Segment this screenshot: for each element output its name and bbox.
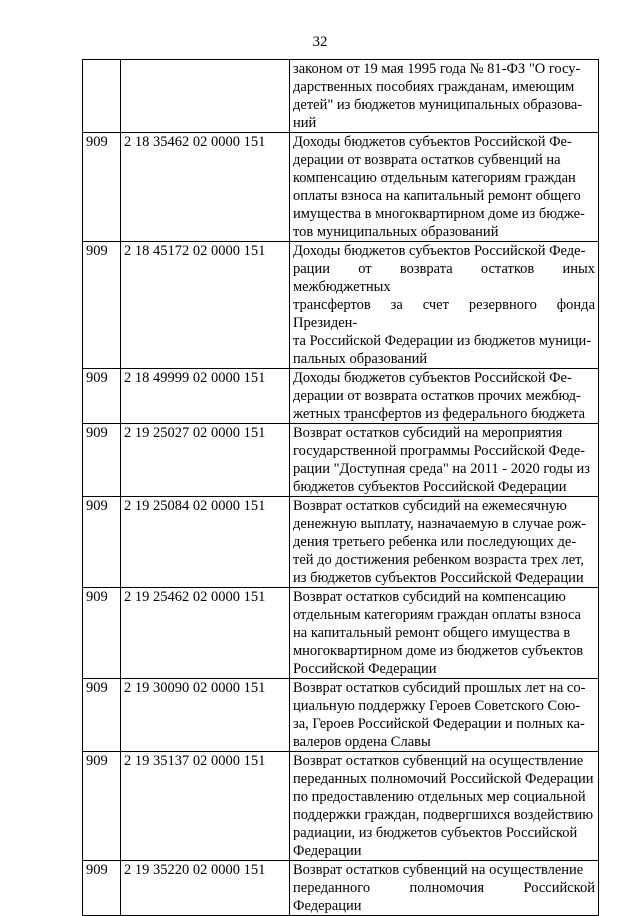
description-line: переданного полномочия Российской Федерации xyxy=(293,880,595,914)
admin-code-cell: 909 xyxy=(83,497,121,588)
description-line: Доходы бюджетов субъектов Российской Фе- xyxy=(293,134,572,150)
description-line: компенсацию отдельным категориям граждан xyxy=(293,170,576,186)
description-line: Возврат остатков субвенций на осуществление xyxy=(293,862,584,878)
table-row xyxy=(83,752,599,861)
description-line: Возврат остатков субсидий на мероприятия xyxy=(293,425,563,441)
description-line: Доходы бюджетов субъектов Российской Феде- xyxy=(293,243,586,259)
description-line: та Российской Федерации из бюджетов муници- xyxy=(293,333,592,349)
budget-code-cell: 2 19 25462 02 0000 151 xyxy=(121,588,290,679)
admin-code-cell: 909 xyxy=(83,133,121,242)
table-row xyxy=(83,497,599,588)
description-line: переданных полномочий Российской Федерации xyxy=(293,771,594,787)
description-line: Доходы бюджетов субъектов Российской Фе- xyxy=(293,370,572,386)
table-row xyxy=(83,588,599,679)
table-row xyxy=(83,679,599,752)
description-line: циальную поддержку Героев Советского Сою- xyxy=(293,698,581,714)
description-line: поддержки граждан, подвергшихся воздействию xyxy=(293,807,594,823)
table-body xyxy=(83,60,599,916)
admin-code-cell xyxy=(83,60,121,133)
admin-code-cell: 909 xyxy=(83,369,121,424)
description-line: ний xyxy=(293,115,317,131)
page-number: 32 xyxy=(312,34,328,50)
description-cell xyxy=(290,60,599,133)
admin-code-cell: 909 xyxy=(83,861,121,916)
description-line: рации от возврата остатков иных межбюджетных xyxy=(293,261,595,295)
description-line: дарственных пособиях гражданам, имеющим xyxy=(293,79,575,95)
table-row xyxy=(83,861,599,916)
admin-code-cell: 909 xyxy=(83,752,121,861)
description-line: детей" из бюджетов муниципальных образова- xyxy=(293,97,583,113)
table-row xyxy=(83,60,599,133)
budget-code-cell: 2 19 25084 02 0000 151 xyxy=(121,497,290,588)
budget-code-cell: 2 19 35220 02 0000 151 xyxy=(121,861,290,916)
budget-code-cell: 2 19 35137 02 0000 151 xyxy=(121,752,290,861)
admin-code-cell: 909 xyxy=(83,424,121,497)
description-line: тей до достижения ребенком возраста трех лет, xyxy=(293,552,585,568)
description-line: отдельным категориям граждан оплаты взноса xyxy=(293,607,581,623)
description-line: на капитальный ремонт общего имущества в xyxy=(293,625,571,641)
description-line: по предоставлению отдельных мер социальной xyxy=(293,789,586,805)
description-cell xyxy=(290,497,599,588)
description-cell xyxy=(290,424,599,497)
description-line: Федерации xyxy=(293,843,362,859)
description-line: валеров ордена Славы xyxy=(293,734,431,750)
description-cell xyxy=(290,588,599,679)
description-line: Возврат остатков субсидий на компенсацию xyxy=(293,589,566,605)
description-line: бюджетов субъектов Российской Федерации xyxy=(293,479,567,495)
description-line: дерации от возврата остатков прочих межбюд- xyxy=(293,388,581,404)
admin-code-cell: 909 xyxy=(83,588,121,679)
description-line: имущества в многоквартирном доме из бюдже- xyxy=(293,206,585,222)
budget-code-table xyxy=(82,59,599,916)
description-line: жетных трансфертов из федерального бюджета xyxy=(293,406,586,422)
description-line: дения третьего ребенка или последующих де- xyxy=(293,534,577,550)
description-line: Возврат остатков субсидий на ежемесячную xyxy=(293,498,567,514)
budget-code-cell: 2 19 25027 02 0000 151 xyxy=(121,424,290,497)
description-line: законом от 19 мая 1995 года № 81-ФЗ "О госу- xyxy=(293,61,581,77)
table-row xyxy=(83,242,599,369)
budget-code-cell: 2 18 45172 02 0000 151 xyxy=(121,242,290,369)
description-line: Возврат остатков субсидий прошлых лет на со- xyxy=(293,680,586,696)
description-cell xyxy=(290,861,599,916)
budget-code-cell xyxy=(121,60,290,133)
description-cell xyxy=(290,369,599,424)
description-line: Возврат остатков субвенций на осуществление xyxy=(293,753,584,769)
description-line: многоквартирном доме из бюджетов субъектов xyxy=(293,643,584,659)
table-row xyxy=(83,133,599,242)
description-line: государственной программы Российской Феде- xyxy=(293,443,586,459)
budget-code-cell: 2 19 30090 02 0000 151 xyxy=(121,679,290,752)
budget-code-cell: 2 18 49999 02 0000 151 xyxy=(121,369,290,424)
description-line: радиации, из бюджетов субъектов Российской xyxy=(293,825,578,841)
description-line: тов муниципальных образований xyxy=(293,224,499,240)
description-cell xyxy=(290,242,599,369)
description-line: денежную выплату, назначаемую в случае рож- xyxy=(293,516,587,532)
budget-code-cell: 2 18 35462 02 0000 151 xyxy=(121,133,290,242)
description-line: Российской Федерации xyxy=(293,661,437,677)
description-line: из бюджетов субъектов Российской Федерации xyxy=(293,570,584,586)
description-line: рации "Доступная среда" на 2011 - 2020 годы из xyxy=(293,461,591,477)
description-line: дерации от возврата остатков субвенций на xyxy=(293,152,561,168)
table-row xyxy=(83,424,599,497)
description-line: за, Героев Российской Федерации и полных ка- xyxy=(293,716,585,732)
description-line: оплаты взноса на капитальный ремонт общего xyxy=(293,188,581,204)
description-cell xyxy=(290,752,599,861)
description-line: пальных образований xyxy=(293,351,428,367)
description-line: трансфертов за счет резервного фонда Президен- xyxy=(293,297,595,331)
admin-code-cell: 909 xyxy=(83,242,121,369)
admin-code-cell: 909 xyxy=(83,679,121,752)
description-cell xyxy=(290,133,599,242)
table-row xyxy=(83,369,599,424)
description-cell xyxy=(290,679,599,752)
